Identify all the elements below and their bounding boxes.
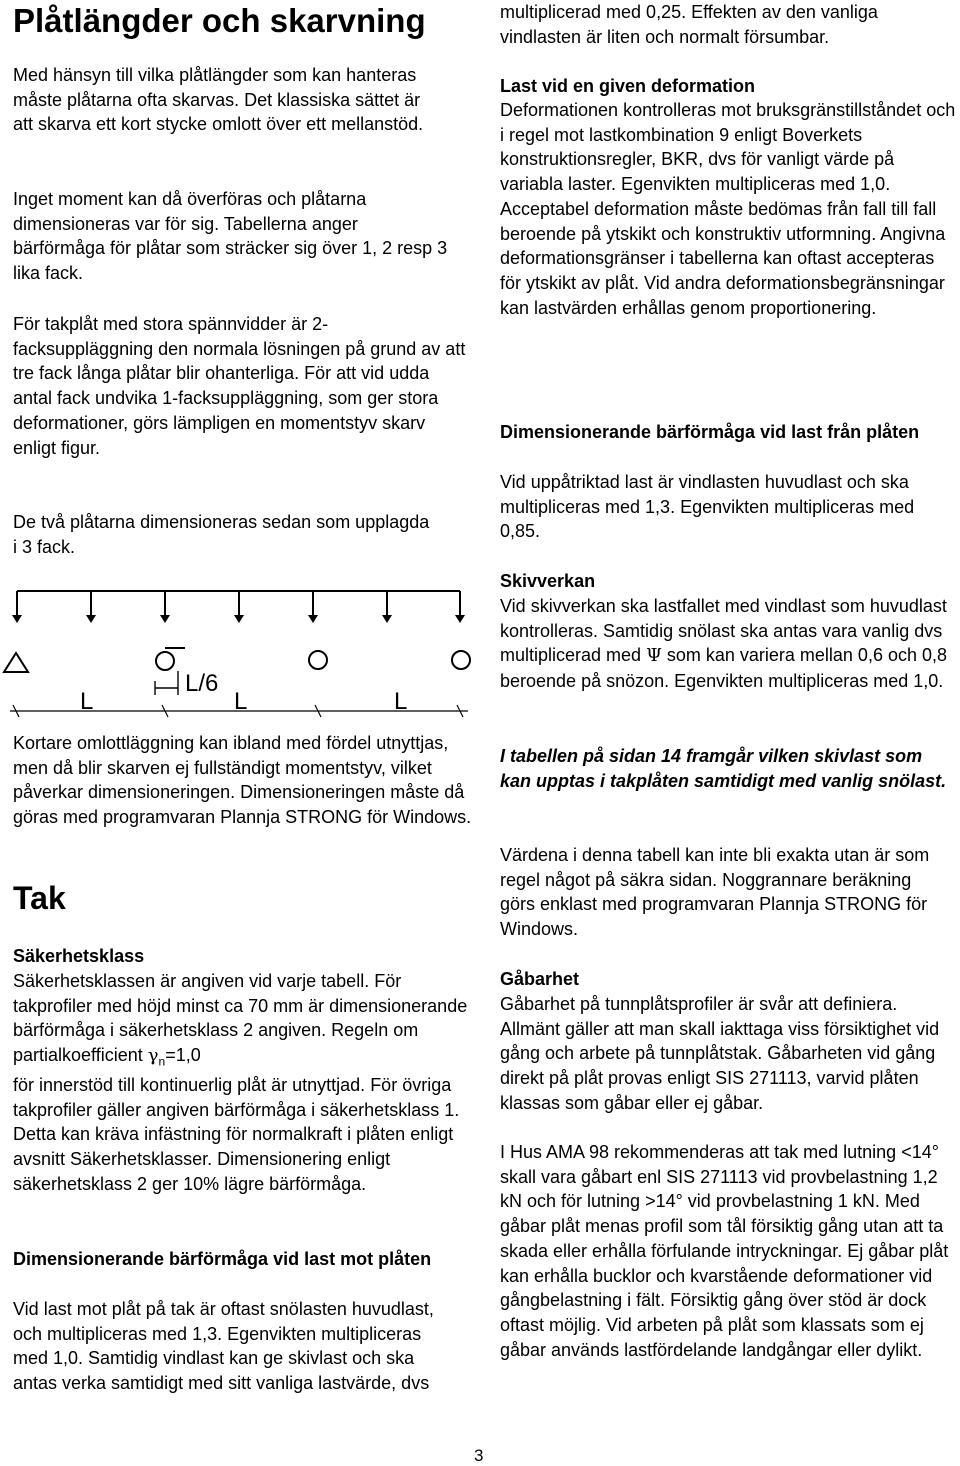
paragraph-moment: Inget moment kan då överföras och plåtarna dimensioneras var för sig. Tabellerna anger bärförmåga för plåtar som sträcker sig över 1, 2 resp 3 lika fack. [13, 189, 448, 284]
heading-skivverkan: Skivverkan [500, 571, 596, 591]
heading-last-fran-platen: Dimensionerande bärförmåga vid last från plåten [500, 422, 920, 442]
psi-symbol: Ψ [646, 645, 662, 667]
paragraph-three-spans: De två plåtarna dimensioneras sedan som upplagda i 3 fack. [13, 512, 430, 557]
paragraph-skivverkan [500, 594, 958, 694]
pinned-support-icon [4, 653, 28, 672]
heading-sakerhetsklass: Säkerhetsklass [13, 946, 145, 966]
text-skivverkan-a: Vid skivverkan ska lastfallet med vindlast som huvudlast kontrolleras. Samtidig snölast ska antas vara vanlig dvs multiplicerad med [500, 596, 947, 666]
paragraph-overlap: Kortare omlottläggning kan ibland med fördel utnyttjas, men då blir skarven ej fullständigt momentstyv, vilket påverkar dimensioneringen. Dimensioneringen måste då göras med programvaran Plannja STRONG för Windows. [13, 733, 472, 828]
span-label: L [234, 688, 248, 715]
section-title-tak: Tak [13, 880, 66, 916]
paragraph-table-values: Värdena i denna tabell kan inte bli exakta utan är som regel något på säkra sidan. Noggrannare beräkning görs enklast med programvaran Plannja STRONG för Windows. [500, 845, 930, 940]
page-number: 3 [474, 1446, 484, 1465]
gamma-symbol: γ [147, 1045, 159, 1067]
text-sakerhet-b: =1,0 [165, 1045, 201, 1066]
paragraph-sakerhetsklass-cont: för innerstöd till kontinuerlig plåt är utnyttjad. För övriga takprofiler gäller angiven bärförmåga i säkerhetsklass 1. Detta kan kräva infästning för normalkraft i plåten enligt avsnitt Säkerhetsklasser. Dimensionering enligt säkerhetsklass 2 ger 10% lägre bärförmåga. [13, 1075, 460, 1194]
paragraph-spans: För takplåt med stora spännvidder är 2-facksuppläggning den normala lösningen på grund av att tre fack långa plåtar blir ohanterliga. För att vid udda antal fack undvika 1-facksuppläggning, som ger stora deformationer, görs lämpligen en momentstyv skarv enligt figur. [13, 314, 466, 458]
paragraph-sakerhetsklass [13, 969, 473, 1074]
paragraph-last-mot-platen: Vid last mot plåt på tak är oftast snölasten huvudlast, och multipliceras med 1,3. Egenvikten multipliceras med 1,0. Samtidig vindlast kan ge skivlast och ska antas verka samtidigt med sitt vanliga lastvärde, dvs [13, 1299, 434, 1394]
page-title: Plåtlängder och skarvning [13, 2, 426, 39]
text-skivverkan-b: som kan variera mellan 0,6 och 0,8 beroende på snözon. Egenvikten multipliceras med 1,0. [500, 645, 948, 692]
roller-support-icon [156, 652, 174, 670]
continuous-beam-figure [0, 583, 475, 723]
overlap-label: L/6 [185, 670, 219, 697]
roller-support-icon [452, 651, 470, 669]
heading-gabarhet: Gåbarhet [500, 969, 580, 989]
paragraph-given-deformation: Deformationen kontrolleras mot bruksgränstillståndet och i regel mot lastkombination 9 enligt Boverkets konstruktionsregler, BKR, dvs för vanligt värde på variabla laster. Egenvikten multipliceras med 1,0. Acceptabel deformation måste bedömas från fall till fall beroende på ytskikt och konstruktiv utformning. Angivna deformationsgränser i tabellerna kan oftast accepteras för ytskikt av plåt. Vid andra deformationsbegränsningar kan lastvärden erhållas genom proportionering. [500, 100, 956, 318]
paragraph-vindlast-cont: multiplicerad med 0,25. Effekten av den vanliga vindlasten är liten och normalt försumbar. [500, 2, 878, 47]
beam-diagram [0, 583, 475, 723]
paragraph-last-fran-platen: Vid uppåtriktad last är vindlasten huvudlast och ska multipliceras med 1,3. Egenvikten multipliceras med 0,85. [500, 472, 915, 542]
paragraph-gabarhet: Gåbarhet på tunnplåtsprofiler är svår att definiera. Allmänt gäller att man skall iakttaga viss försiktighet vid gång och arbete på tunnplåtstak. Gåbarheten vid gång direkt på plåt provas enligt SIS 271113, varvid plåten klassas som gåbar eller ej gåbar. [500, 994, 940, 1113]
text-sakerhet-a: Säkerhetsklassen är angiven vid varje tabell. För takprofiler med höjd minst ca 70 mm är dimensionerande bärförmåga i säkerhetsklass 2 angiven. Regeln om partialkoefficient [13, 971, 468, 1066]
paragraph-skivlast-table: I tabellen på sidan 14 framgår vilken skivlast som kan upptas i takplåten samtidigt med vanlig snölast. [500, 746, 947, 791]
heading-given-deformation: Last vid en given deformation [500, 76, 756, 96]
paragraph-intro: Med hänsyn till vilka plåtlängder som kan hanteras måste plåtarna ofta skarvas. Det klassiska sättet är att skarva ett kort stycke omlott över ett mellanstöd. [13, 65, 424, 135]
paragraph-hus-ama: I Hus AMA 98 rekommenderas att tak med lutning <14° skall vara gåbart enl SIS 271113 vid provbelastning 1,2 kN och för lutning >14° vid provbelastning 1 kN. Med gåbar plåt menas profil som tål försiktig gång utan att ta skada eller erhålla förfulande intryckningar. Ej gåbar plåt kan erhålla bucklor och kvarstående deformationer vid gångbelastning i fält. Försiktig gång över stöd är dock oftast möjlig. Vid arbeten på plåt som klassats som ej gåbar används lastfördelande landgångar eller dylikt. [500, 1142, 949, 1360]
gamma-subscript: n [158, 1054, 166, 1069]
heading-last-mot-platen: Dimensionerande bärförmåga vid last mot plåten [13, 1249, 432, 1269]
roller-support-icon [309, 651, 327, 669]
span-label: L [394, 688, 408, 715]
span-label: L [80, 688, 94, 715]
